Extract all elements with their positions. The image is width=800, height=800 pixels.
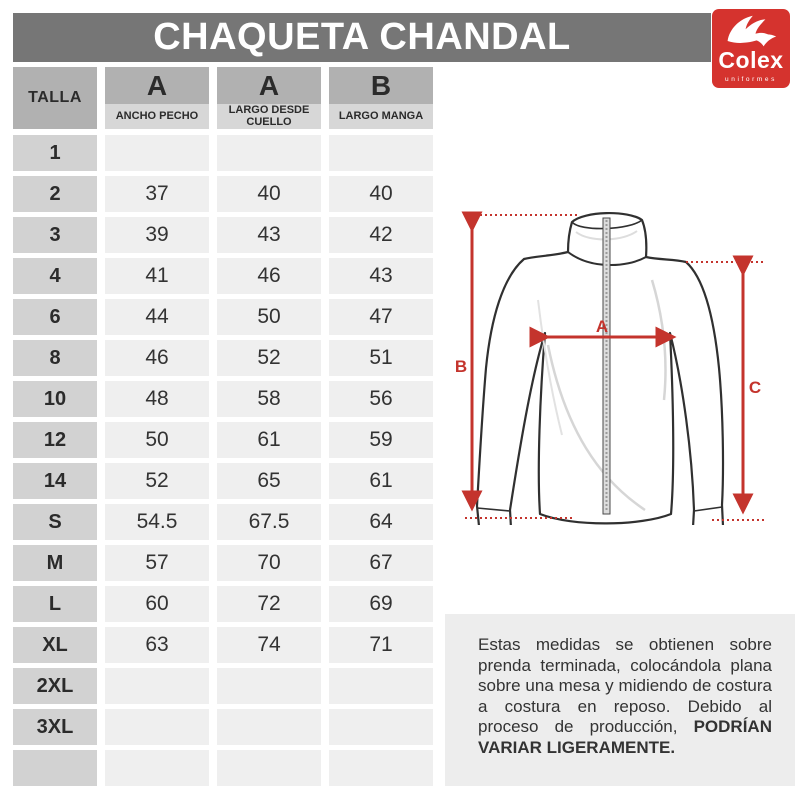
value-cell: 67 [329,545,433,581]
size-cell: M [13,545,97,581]
value-cell: 48 [105,381,209,417]
table-row [13,627,433,663]
value-cell: 43 [217,217,321,253]
value-cell: 65 [217,463,321,499]
value-cell: 51 [329,340,433,376]
table-row [13,340,433,376]
value-cell: 69 [329,586,433,622]
value-cell: 39 [105,217,209,253]
size-cell: 6 [13,299,97,335]
label-b: B [454,357,468,376]
table-row [13,258,433,294]
column-header-largo-cuello [217,67,321,129]
table-header-row [13,67,433,129]
table-row [13,135,433,171]
value-cell: 47 [329,299,433,335]
table-row [13,545,433,581]
size-cell: 10 [13,381,97,417]
jacket-measurement-diagram [440,180,795,525]
value-cell [329,135,433,171]
value-cell: 37 [105,176,209,212]
size-cell: 3 [13,217,97,253]
value-cell [105,135,209,171]
measurement-note-box [445,614,795,786]
column-letter: A [105,67,209,104]
column-label: LARGO MANGA [329,104,433,129]
column-header-largo-manga [329,67,433,129]
value-cell: 72 [217,586,321,622]
value-cell: 59 [329,422,433,458]
column-label: ANCHO PECHO [105,104,209,129]
size-cell: 2 [13,176,97,212]
table-row [13,668,433,704]
note-emphasis: PODRÍAN VARIAR LIGERAMENTE. [478,717,772,757]
value-cell: 42 [329,217,433,253]
value-cell [217,709,321,745]
value-cell: 71 [329,627,433,663]
value-cell: 54.5 [105,504,209,540]
size-cell: 14 [13,463,97,499]
table-row [13,217,433,253]
table-row [13,750,433,786]
column-letter: B [329,67,433,104]
size-cell: 1 [13,135,97,171]
jacket-drawing [477,213,723,525]
label-c: C [748,378,762,397]
value-cell [329,668,433,704]
brand-logo [712,9,790,88]
value-cell: 40 [217,176,321,212]
bird-icon [720,14,782,50]
size-cell: L [13,586,97,622]
table-row [13,176,433,212]
brand-name: Colex [718,47,784,73]
table-row [13,381,433,417]
value-cell: 43 [329,258,433,294]
table-row [13,422,433,458]
size-chart-table [13,67,433,791]
value-cell: 46 [217,258,321,294]
value-cell [217,668,321,704]
value-cell: 50 [217,299,321,335]
column-label: LARGO DESDE CUELLO [217,104,321,129]
value-cell: 61 [217,422,321,458]
size-cell: XL [13,627,97,663]
size-column-header: TALLA [13,67,97,129]
value-cell: 67.5 [217,504,321,540]
value-cell [217,135,321,171]
value-cell: 41 [105,258,209,294]
value-cell [105,668,209,704]
size-cell: 4 [13,258,97,294]
table-row [13,709,433,745]
value-cell [105,709,209,745]
size-cell [13,750,97,786]
column-letter: A [217,67,321,104]
value-cell: 52 [105,463,209,499]
size-cell: 2XL [13,668,97,704]
brand-tagline: uniformes [725,76,777,83]
value-cell: 74 [217,627,321,663]
value-cell: 50 [105,422,209,458]
table-row [13,463,433,499]
table-row [13,586,433,622]
size-cell: 12 [13,422,97,458]
value-cell: 64 [329,504,433,540]
size-cell: 3XL [13,709,97,745]
title-bar [13,13,711,62]
value-cell: 40 [329,176,433,212]
value-cell: 70 [217,545,321,581]
table-row [13,299,433,335]
value-cell: 44 [105,299,209,335]
value-cell: 52 [217,340,321,376]
size-cell: 8 [13,340,97,376]
value-cell: 56 [329,381,433,417]
note-body: Estas medidas se obtienen sobre prenda terminada, colocándola plana sobre una mesa y midiendo de costura a costura en reposo. Debido al proceso de producción, [478,635,772,736]
measurement-note-text [478,635,772,758]
value-cell: 61 [329,463,433,499]
label-a: A [595,317,609,336]
value-cell [105,750,209,786]
table-row [13,504,433,540]
size-cell: S [13,504,97,540]
value-cell: 58 [217,381,321,417]
value-cell: 60 [105,586,209,622]
value-cell [329,709,433,745]
value-cell: 63 [105,627,209,663]
value-cell: 46 [105,340,209,376]
value-cell [217,750,321,786]
value-cell [329,750,433,786]
column-header-ancho-pecho [105,67,209,129]
value-cell: 57 [105,545,209,581]
page-title: CHAQUETA CHANDAL [153,16,571,58]
